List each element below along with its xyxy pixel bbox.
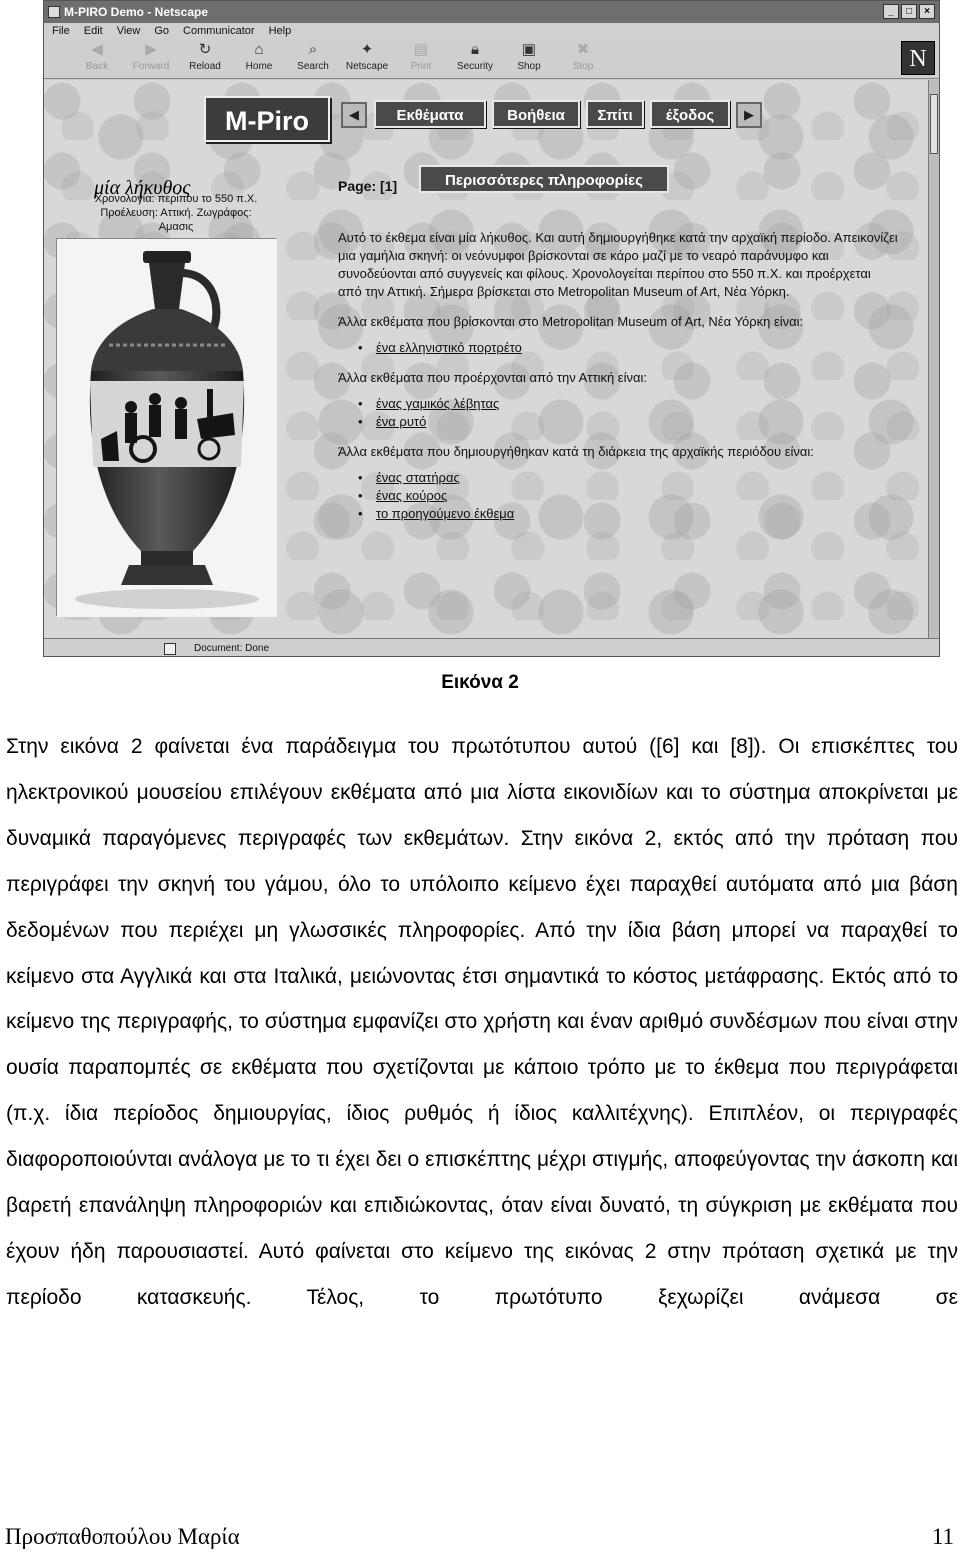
exhibit-description bbox=[338, 229, 898, 535]
body-paragraph: Στην εικόνα 2 φαίνεται ένα παράδειγμα του πρωτότυπου αυτού ([6] και [8]). Οι επισκέπτες του ηλεκτρονικού μουσείου επιλέγουν εκθέματα από μια λίστα εικονιδίων και το σύστημα αποκρίνεται με δυναμικά παραγόμενες περιγραφές των εκθεμάτων. Στην εικόνα 2, εκτός από την πρόταση που περιγράφει την σκηνή του γάμου, όλο το υπόλοιπο κείμενο έχει παραχθεί αυτόματα από μια βάση δεδομένων που περιέχει μη γλωσσικές πληροφορίες. Από την ίδια βάση μπορεί να παραχθεί το κείμενο στα Αγγλικά και στα Ιταλικά, μειώνοντας έτσι σημαντικά το κόστος μετάφρασης. Εκτός από το κείμενο της περιγραφής, το σύστημα εμφανίζει στο χρήστη και έναν αριθμό συνδέσμων που είναι στην ουσία παραπομπές σε εκθέματα που σχετίζονται με κάποιο τρόπο με το έκθεμα που περιγράφεται (π.χ. ίδια περίοδος δημιουργίας, ίδιος ρυθμός ή ίδιος καλλιτέχνης). Επιπλέον, οι περιγραφές διαφοροποιούνται ανάλογα με το τι έχει δει ο επισκέπτης μέχρι στιγμής, αποφεύγοντας την άσκοπη και βαρετή επανάληψη πληροφοριών και επιδιώκοντας, όταν είναι δυνατό, τη σύγκριση με εκθέματα που έχουν ήδη παρουσιαστεί. Αυτό φαίνεται στο κείμενο της εικόνας 2 στην πρόταση σχετικά με την περίοδο κατασκευής. Τέλος, το πρωτότυπο ξεχωρίζει ανάμεσα σε bbox=[6, 735, 958, 1309]
left-triangle-icon: ◀ bbox=[349, 107, 359, 122]
menu-communicator[interactable]: Communicator bbox=[183, 25, 255, 37]
link-hellenistic-portrait[interactable]: ένα ελληνιστικό πορτρέτο bbox=[376, 340, 522, 355]
shop-button[interactable]: ▣ Shop bbox=[502, 39, 556, 79]
related-archaic-heading: Άλλα εκθέματα που δημιουργήθηκαν κατά τη διάρκεια της αρχαϊκής περιόδου είναι: bbox=[338, 444, 814, 459]
figure-caption: Εικόνα 2 bbox=[441, 672, 519, 693]
menu-help[interactable]: Help bbox=[268, 25, 292, 37]
forward-button[interactable]: ▶ Forward bbox=[124, 39, 178, 79]
lekythos-image bbox=[56, 238, 276, 616]
exhibit-title: μία λήκυθος bbox=[94, 177, 191, 199]
vertical-scrollbar[interactable] bbox=[928, 80, 939, 638]
related-museum-heading: Άλλα εκθέματα που βρίσκονται στο Metropolitan Museum of Art, Νέα Υόρκη είναι: bbox=[338, 314, 804, 329]
lekythos-vase-illustration bbox=[57, 239, 277, 617]
related-archaic-list bbox=[358, 469, 898, 523]
nav-exhibits-button[interactable]: Εκθέματα bbox=[374, 100, 486, 128]
description-text: Αυτό το έκθεμα είναι μία λήκυθος. Και αυτή δημιουργήθηκε κατά την αρχαϊκή περίοδο. Απεικονίζει μια γαμήλια σκηνή: οι νεόνυμφοι βρίσκονται σε κάρο μαζί με το νεαρό παράνυμφο και συνοδεύονται από συγγενείς και φίλους. Χρονολογείται περίπου στο 550 π.Χ. και προέρχεται από την Αττική. Σήμερα βρίσκεται στο Metropolitan Museum of Art, Νέα Υόρκη. bbox=[338, 230, 898, 299]
search-button[interactable]: ⌕ Search bbox=[286, 39, 340, 79]
netscape-button[interactable]: ✦ Netscape bbox=[340, 39, 394, 79]
stop-button[interactable]: ✖ Stop bbox=[556, 39, 610, 79]
exhibit-meta-line: Αμασις bbox=[158, 221, 194, 233]
minimize-icon[interactable]: _ bbox=[883, 4, 899, 19]
nav-exit-button[interactable]: έξοδος bbox=[650, 100, 730, 128]
page-label: Page: [1] bbox=[338, 178, 398, 194]
browser-screenshot bbox=[43, 0, 940, 657]
menu-go[interactable]: Go bbox=[154, 25, 170, 37]
stop-icon: ✖ bbox=[576, 41, 590, 58]
print-button[interactable]: ▤ Print bbox=[394, 39, 448, 79]
menu-bar bbox=[44, 23, 939, 39]
shop-icon: ▣ bbox=[521, 41, 537, 58]
netscape-window-icon bbox=[48, 6, 60, 18]
link-previous-exhibit[interactable]: το προηγούμενο έκθεμα bbox=[376, 506, 515, 521]
window-title: M-PIRO Demo - Netscape bbox=[64, 5, 209, 19]
home-button[interactable]: ⌂ Home bbox=[232, 39, 286, 79]
maximize-icon[interactable]: □ bbox=[901, 4, 917, 19]
security-icon: 🔒︎ bbox=[471, 41, 479, 58]
nav-previous-arrow[interactable] bbox=[341, 102, 367, 128]
exhibit-meta-line: Χρονολογία: περίπου το 550 π.Χ. bbox=[94, 193, 258, 205]
footer-page-number: 11 bbox=[931, 1524, 954, 1549]
back-arrow-icon: ◀ bbox=[91, 41, 103, 58]
nav-home-button[interactable]: Σπίτι bbox=[586, 100, 644, 128]
reload-button[interactable]: ↻ Reload bbox=[178, 39, 232, 79]
right-triangle-icon: ▶ bbox=[744, 107, 754, 122]
search-icon: ⌕ bbox=[308, 41, 318, 58]
link-wedding-lebes[interactable]: ένας γαμικός λέβητας bbox=[376, 396, 500, 411]
security-button[interactable]: 🔒︎ Security bbox=[448, 39, 502, 79]
link-rhyton[interactable]: ένα ρυτό bbox=[376, 414, 427, 429]
status-text: Document: Done bbox=[194, 643, 270, 654]
window-titlebar bbox=[44, 1, 939, 23]
scrollbar-thumb[interactable] bbox=[930, 94, 938, 154]
forward-arrow-icon: ▶ bbox=[145, 41, 157, 58]
exhibit-meta bbox=[68, 192, 284, 234]
menu-file[interactable]: File bbox=[52, 25, 70, 37]
print-icon: ▤ bbox=[413, 41, 429, 58]
nav-next-arrow[interactable] bbox=[736, 102, 762, 128]
nav-help-button[interactable]: Βοήθεια bbox=[492, 100, 580, 128]
security-lock-icon bbox=[164, 643, 176, 655]
exhibit-meta-line: Προέλευση: Αττική. Ζωγράφος: bbox=[100, 207, 252, 219]
more-info-button[interactable]: Περισσότερες πληροφορίες bbox=[419, 165, 669, 193]
site-logo: M-Piro bbox=[204, 96, 330, 142]
menu-view[interactable]: View bbox=[116, 25, 141, 37]
navigation-toolbar bbox=[44, 39, 939, 79]
related-attica-heading: Άλλα εκθέματα που προέρχονται από την Αττική είναι: bbox=[338, 370, 648, 385]
footer-author: Προσπαθοπούλου Μαρία bbox=[5, 1524, 240, 1549]
netscape-logo: N bbox=[901, 41, 935, 75]
related-museum-list bbox=[358, 339, 898, 357]
status-bar bbox=[44, 638, 939, 657]
link-stater[interactable]: ένας στατήρας bbox=[376, 470, 460, 485]
home-icon: ⌂ bbox=[254, 41, 264, 58]
related-attica-list bbox=[358, 395, 898, 431]
back-button[interactable]: ◀ Back bbox=[70, 39, 124, 79]
netscape-icon: ✦ bbox=[360, 41, 374, 58]
reload-icon: ↻ bbox=[198, 41, 212, 58]
menu-edit[interactable]: Edit bbox=[83, 25, 103, 37]
link-kouros[interactable]: ένας κούρος bbox=[376, 488, 448, 503]
web-page-content bbox=[44, 80, 930, 638]
close-icon[interactable]: × bbox=[919, 4, 935, 19]
